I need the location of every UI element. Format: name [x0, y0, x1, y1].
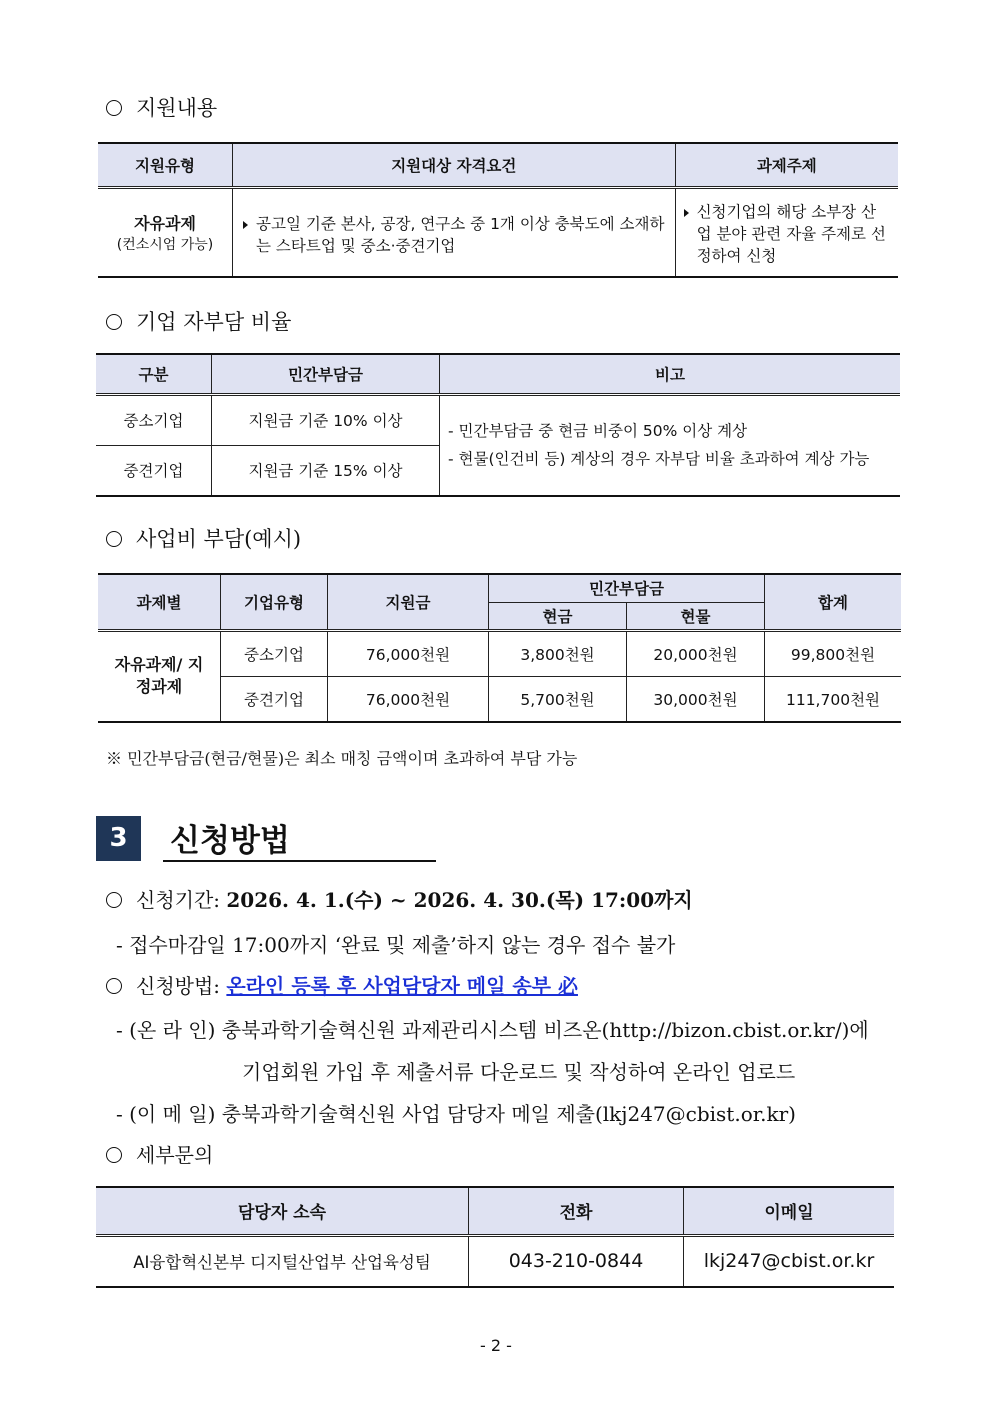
col-header: 현금 — [489, 602, 627, 630]
company-type-cell: 중소기업 — [96, 394, 212, 445]
col-header: 이메일 — [684, 1187, 895, 1235]
circle-bullet-icon — [106, 892, 122, 908]
burden-ratio-table — [96, 353, 900, 497]
email-method: - (이 메 일) 충북과학기술혁신원 사업 담당자 메일 제출(lkj247@cbist.or.kr) — [116, 1102, 796, 1126]
company-type-cell: 중소기업 — [221, 630, 328, 676]
grant-cell: 76,000천원 — [328, 630, 489, 676]
col-header: 현물 — [627, 602, 765, 630]
company-type-cell: 중견기업 — [96, 445, 212, 496]
page-number: - 2 - — [480, 1336, 512, 1355]
online-method: - (온 라 인) 충북과학기술혁신원 과제관리시스템 비즈온(http://bizon.cbist.or.kr/)에 — [116, 1018, 869, 1042]
col-header: 기업유형 — [221, 574, 328, 630]
circle-bullet-icon — [106, 531, 122, 547]
online-method-cont: 기업회원 가입 후 제출서류 다운로드 및 작성하여 온라인 업로드 — [242, 1060, 796, 1084]
topic-cell: 신청기업의 해당 소부장 산업 분야 관련 자율 주제로 선정하여 신청 — [675, 187, 898, 277]
triangle-bullet-icon — [243, 221, 248, 229]
col-header: 지원금 — [328, 574, 489, 630]
col-header: 전화 — [469, 1187, 684, 1235]
section-title-underline — [163, 860, 436, 862]
application-period: 신청기간: 2026. 4. 1.(수) ~ 2026. 4. 30.(목) 17:00까지 — [106, 884, 693, 913]
inkind-cell: 20,000천원 — [627, 630, 765, 676]
circle-bullet-icon — [106, 978, 122, 994]
total-cell: 99,800천원 — [765, 630, 902, 676]
deadline-note: - 접수마감일 17:00까지 ‘완료 및 제출’하지 않는 경우 접수 불가 — [116, 933, 676, 957]
contact-email-cell[interactable]: lkj247@cbist.or.kr — [684, 1235, 895, 1287]
col-header: 과제별 — [98, 574, 221, 630]
application-method: 신청방법: 온라인 등록 후 사업담당자 메일 송부 必 — [106, 970, 578, 999]
private-amount-cell: 지원금 기준 10% 이상 — [212, 394, 440, 445]
cash-cell: 3,800천원 — [489, 630, 627, 676]
section-number-badge: 3 — [96, 816, 141, 861]
col-header: 지원대상 자격요건 — [233, 143, 676, 187]
circle-bullet-icon — [106, 314, 122, 330]
cost-note: ※ 민간부담금(현금/현물)은 최소 매칭 금액이며 초과하여 부담 가능 — [106, 749, 578, 768]
heading-cost-example: 사업비 부담(예시) — [106, 523, 301, 553]
col-header: 민간부담금 — [489, 574, 765, 602]
triangle-bullet-icon — [684, 209, 689, 217]
col-header: 비고 — [440, 354, 901, 394]
eligibility-cell: 공고일 기준 본사, 공장, 연구소 중 1개 이상 충북도에 소재하는 스타트업 및 중소·중견기업 — [233, 187, 676, 277]
contact-phone-cell: 043-210-0844 — [469, 1235, 684, 1287]
grant-cell: 76,000천원 — [328, 676, 489, 722]
col-header: 지원유형 — [98, 143, 233, 187]
inquiry-heading: 세부문의 — [106, 1139, 213, 1168]
section-title: 신청방법 — [170, 823, 290, 859]
contact-table — [96, 1186, 894, 1288]
contact-dept-cell: AI융합혁신본부 디지털산업부 산업육성팀 — [96, 1235, 469, 1287]
col-header: 합계 — [765, 574, 902, 630]
col-header: 민간부담금 — [212, 354, 440, 394]
circle-bullet-icon — [106, 100, 122, 116]
support-content-table — [98, 142, 898, 278]
cost-example-table — [98, 573, 901, 723]
company-type-cell: 중견기업 — [221, 676, 328, 722]
task-label-cell: 자유과제/ 지정과제 — [98, 630, 221, 722]
support-type-cell: 자유과제 (컨소시엄 가능) — [98, 187, 233, 277]
col-header: 담당자 소속 — [96, 1187, 469, 1235]
heading-support-content: 지원내용 — [106, 92, 217, 122]
private-amount-cell: 지원금 기준 15% 이상 — [212, 445, 440, 496]
cash-cell: 5,700천원 — [489, 676, 627, 722]
col-header: 구분 — [96, 354, 212, 394]
method-link[interactable]: 온라인 등록 후 사업담당자 메일 송부 必 — [226, 974, 578, 998]
total-cell: 111,700천원 — [765, 676, 902, 722]
inkind-cell: 30,000천원 — [627, 676, 765, 722]
heading-burden-ratio: 기업 자부담 비율 — [106, 306, 291, 336]
col-header: 과제주제 — [675, 143, 898, 187]
circle-bullet-icon — [106, 1147, 122, 1163]
remarks-cell: - 민간부담금 중 현금 비중이 50% 이상 계상 - 현물(인건비 등) 계상의 경우 자부담 비율 초과하여 계상 가능 — [440, 394, 901, 496]
